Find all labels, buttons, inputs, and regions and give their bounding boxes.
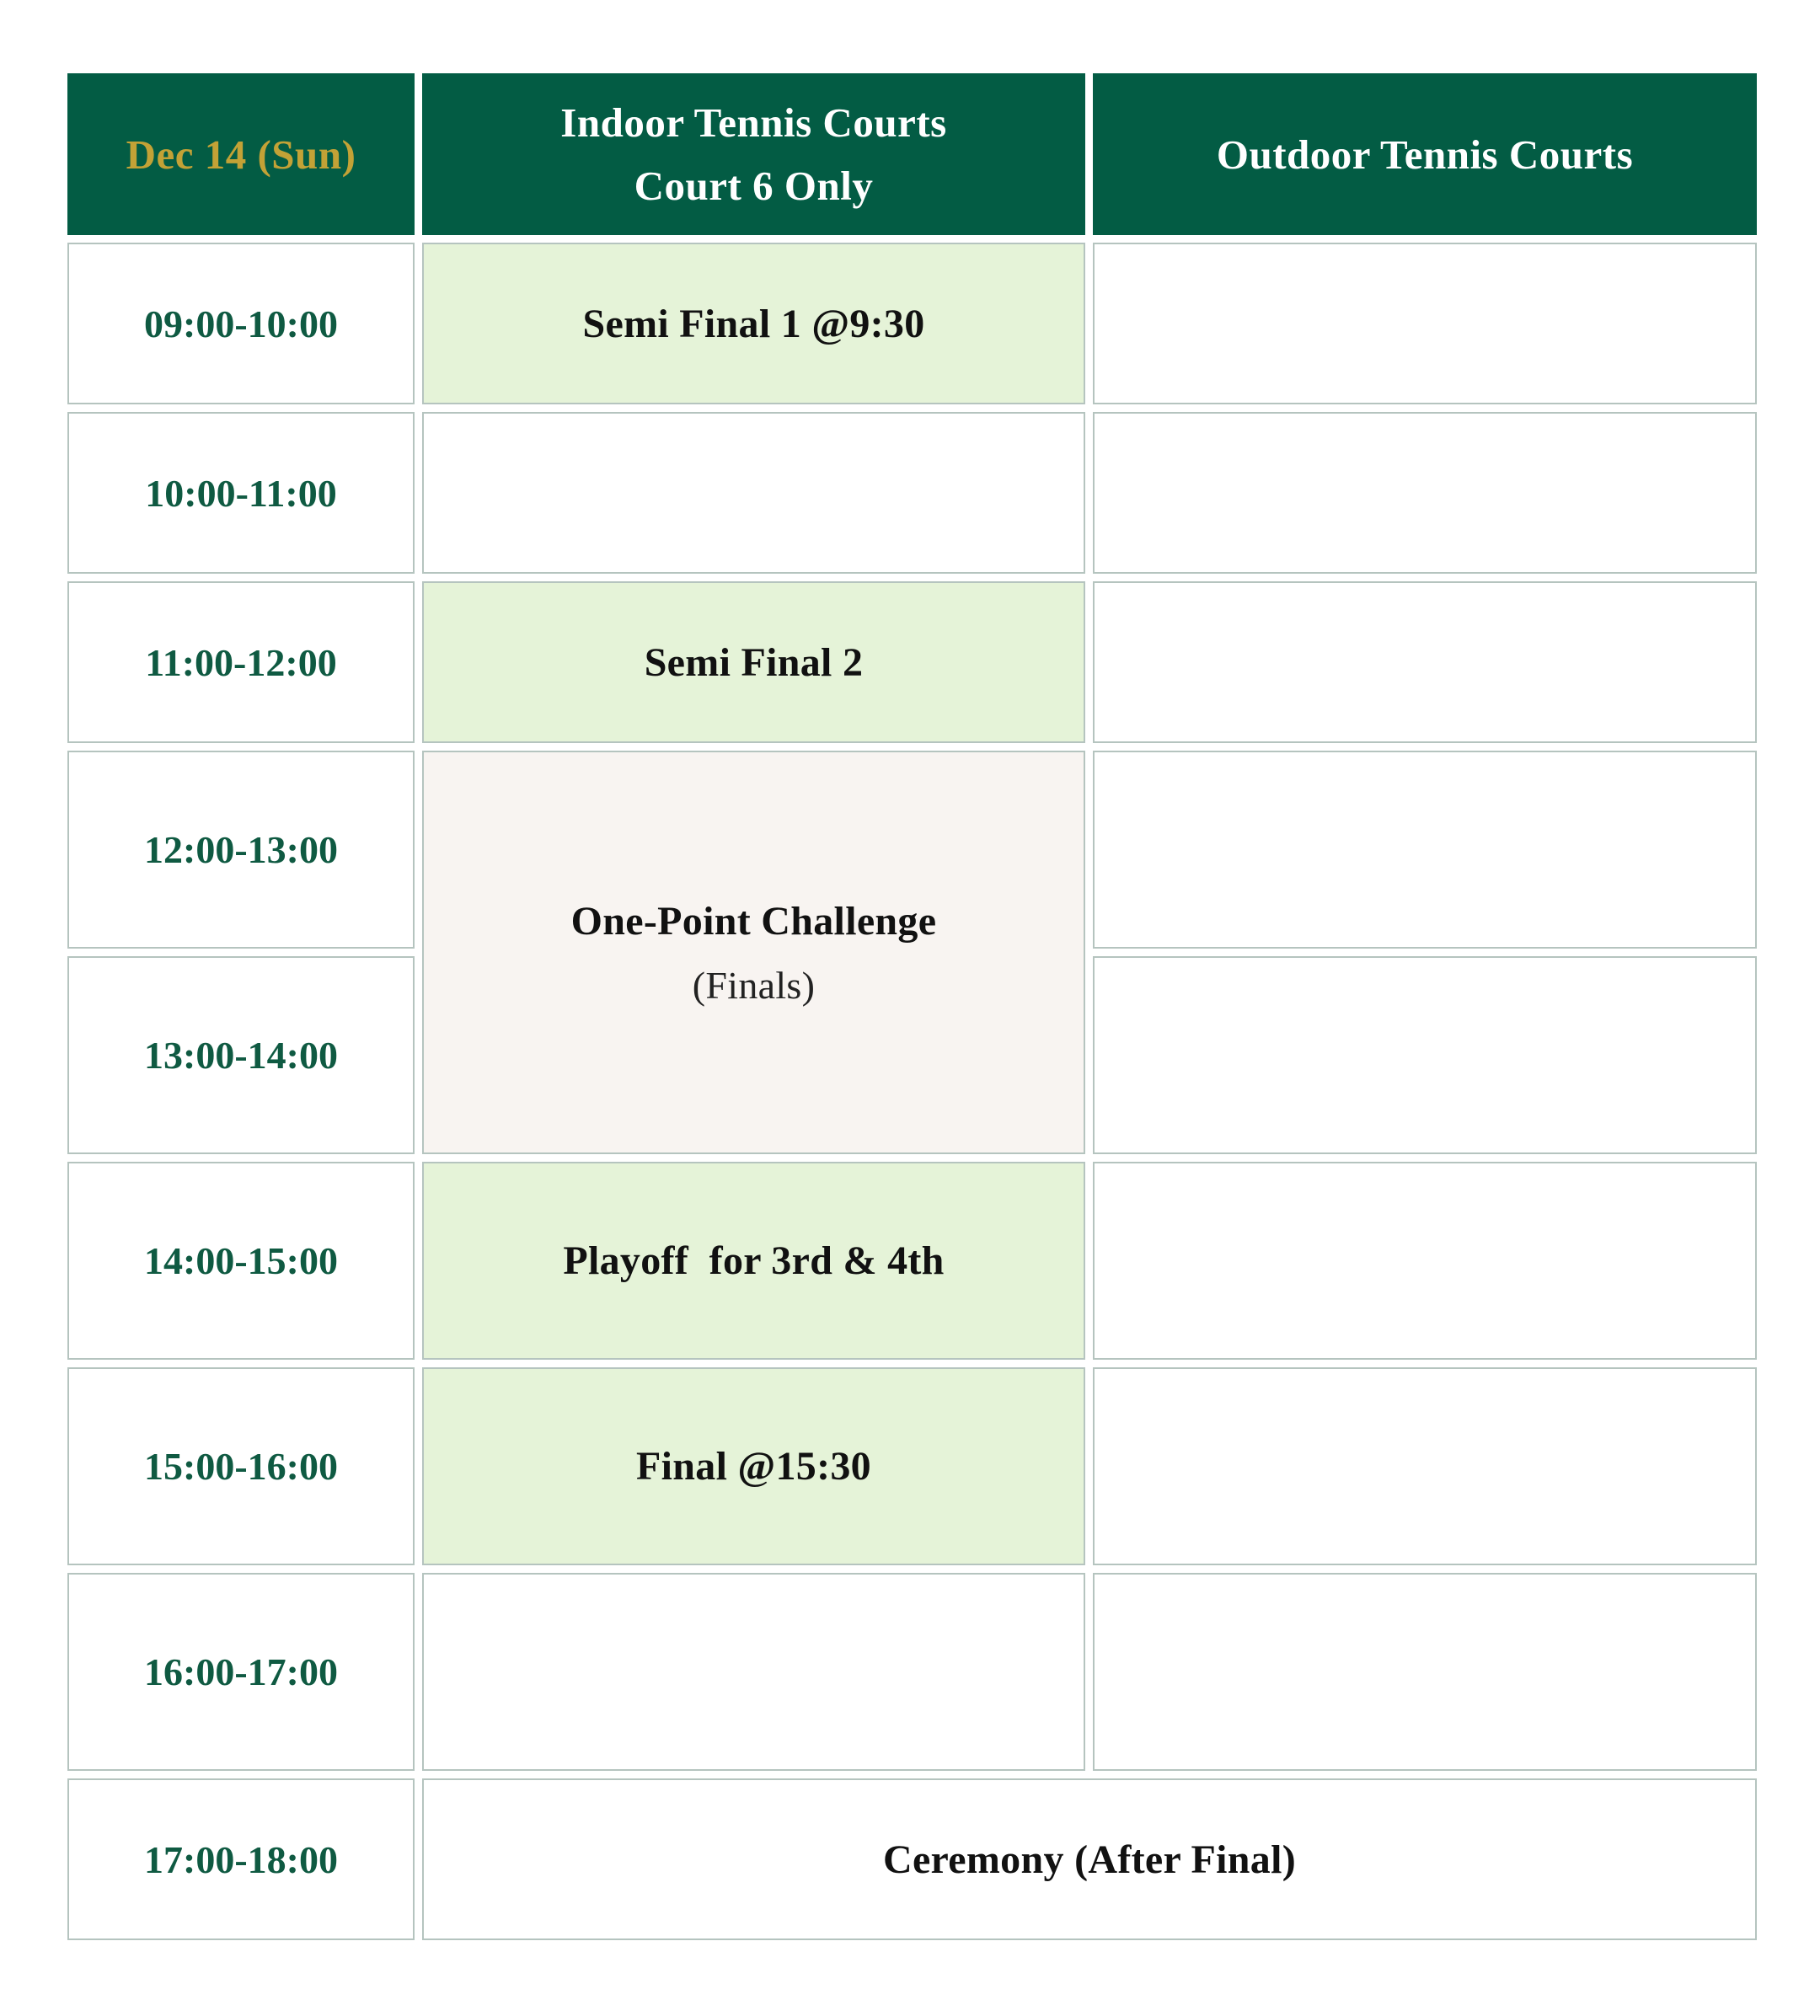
time-slot-label: 14:00-15:00 xyxy=(144,1239,338,1282)
event-label: Semi Final 2 xyxy=(644,639,864,685)
indoor-empty-cell xyxy=(422,1573,1085,1771)
time-slot xyxy=(67,956,415,1154)
outdoor-empty-cell xyxy=(1093,1162,1757,1360)
header-indoor-courts xyxy=(422,73,1085,235)
time-slot xyxy=(67,751,415,949)
outdoor-empty-cell xyxy=(1093,581,1757,743)
event-label: Semi Final 1 @9:30 xyxy=(582,301,925,346)
event-semi-final-2 xyxy=(422,581,1085,743)
outdoor-empty-cell xyxy=(1093,751,1757,949)
outdoor-empty-cell xyxy=(1093,1367,1757,1565)
event-label: Final @15:30 xyxy=(636,1444,871,1489)
time-slot-label: 17:00-18:00 xyxy=(144,1837,338,1881)
indoor-empty-cell xyxy=(422,412,1085,574)
event-label: Ceremony (After Final) xyxy=(882,1837,1297,1882)
event-label: Playoff for 3rd & 4th xyxy=(563,1238,945,1283)
outdoor-empty-cell xyxy=(1093,956,1757,1154)
time-slot-label: 13:00-14:00 xyxy=(144,1034,338,1077)
outdoor-empty-cell xyxy=(1093,243,1757,404)
header-outdoor-courts xyxy=(1093,73,1757,235)
header-date-label: Dec 14 (Sun) xyxy=(126,131,356,178)
header-outdoor-title: Outdoor Tennis Courts xyxy=(1216,131,1634,178)
time-slot-label: 12:00-13:00 xyxy=(144,828,338,871)
time-slot xyxy=(67,1573,415,1771)
time-slot xyxy=(67,581,415,743)
header-date xyxy=(67,73,415,235)
time-slot-label: 09:00-10:00 xyxy=(144,302,338,345)
time-slot xyxy=(67,1162,415,1360)
time-slot xyxy=(67,243,415,404)
time-slot-label: 10:00-11:00 xyxy=(145,471,337,515)
event-semi-final-1 xyxy=(422,243,1085,404)
header-indoor-subtitle: Court 6 Only xyxy=(634,163,874,209)
event-playoff xyxy=(422,1162,1085,1360)
time-slot-label: 16:00-17:00 xyxy=(144,1650,338,1693)
time-slot xyxy=(67,412,415,574)
event-final xyxy=(422,1367,1085,1565)
time-slot-label: 15:00-16:00 xyxy=(144,1445,338,1488)
header-indoor-title: Indoor Tennis Courts xyxy=(560,99,947,146)
time-slot xyxy=(67,1778,415,1940)
event-ceremony xyxy=(422,1778,1757,1940)
schedule-table xyxy=(67,73,1757,1940)
event-label: One-Point Challenge xyxy=(570,898,937,944)
time-slot xyxy=(67,1367,415,1565)
outdoor-empty-cell xyxy=(1093,1573,1757,1771)
outdoor-empty-cell xyxy=(1093,412,1757,574)
event-sublabel: (Finals) xyxy=(692,963,816,1007)
time-slot-label: 11:00-12:00 xyxy=(145,640,337,684)
event-one-point-challenge xyxy=(422,751,1085,1154)
